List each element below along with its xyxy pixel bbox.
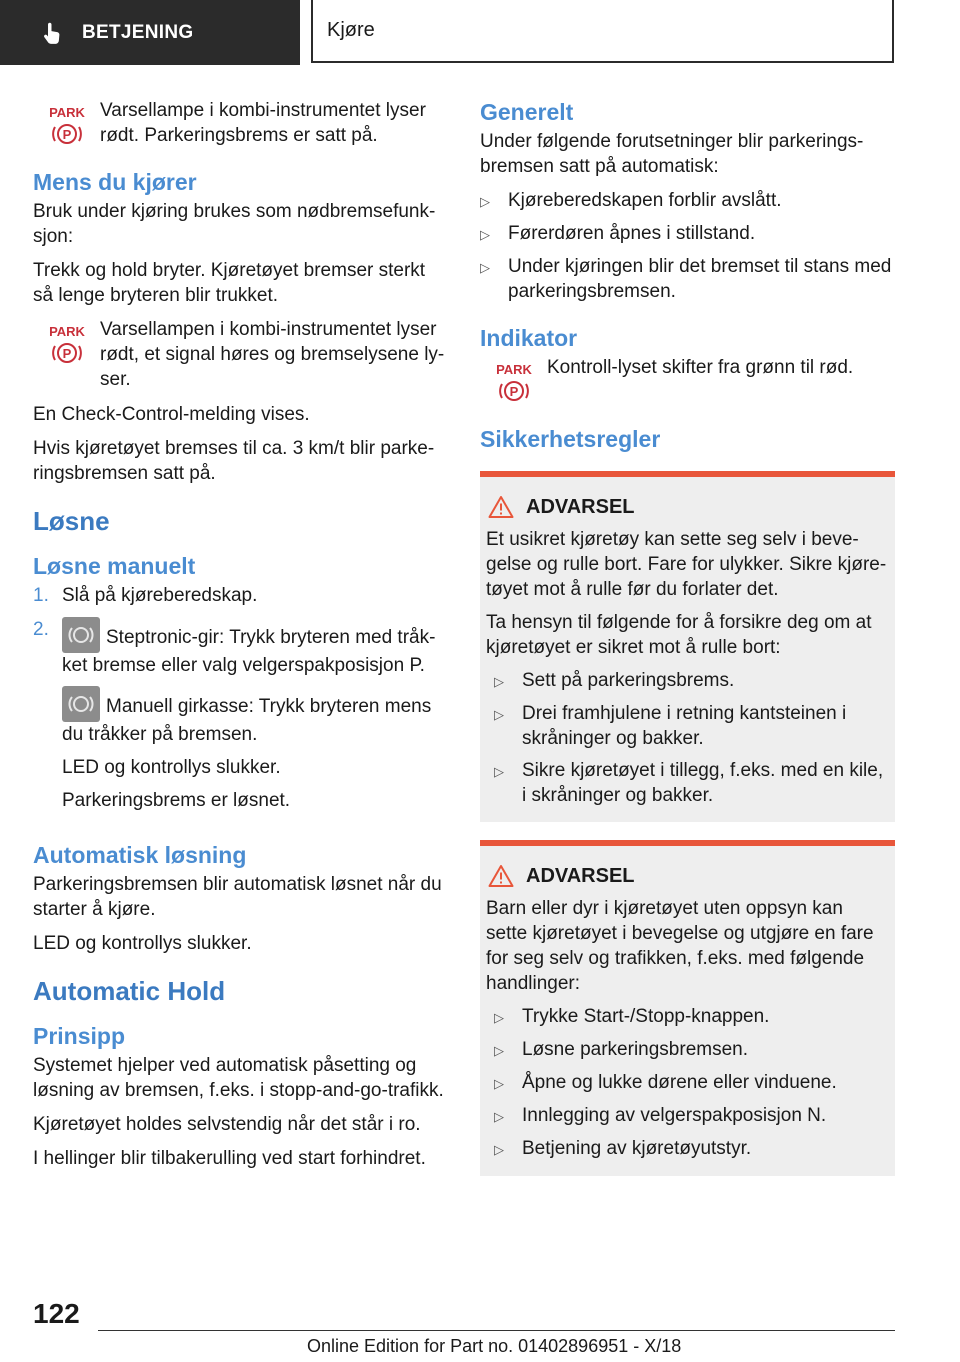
list-item: ▷ Drei framhjulene i retning kantsteinen i skråninger og bakker. [494,703,847,749]
warning-box [480,840,895,1176]
chapter-title: Kjøre [327,19,375,41]
park-indicator-text: Varsellampe i kombi-instrumentet lyser rødt. Parkeringsbrems er satt på. [100,100,426,146]
list-item: ▷ Kjøreberedskapen forblir avslått. [480,188,895,214]
section-tab [0,0,300,65]
bullet-triangle-icon: ▷ [494,1109,504,1124]
step-text: Steptronic-gir: Trykk bryteren med tråk-ket bremse eller valg velgerspakposisjon P. [62,627,436,676]
driving-heading: Mens du kjører [33,169,197,195]
bullet-triangle-icon: ▷ [480,260,490,275]
svg-text:P: P [62,127,71,142]
principle-heading: Prinsipp [33,1023,126,1049]
indicator-text: Kontroll-lyset skifter fra grønn til rød. [547,357,854,378]
bullet-triangle-icon: ▷ [494,707,504,722]
bullet-triangle-icon: ▷ [494,764,504,779]
page-number: 122 [33,1298,80,1329]
general-paragraph: Under følgende forutsetninger blir parkerings-bremsen satt på automatisk: [480,131,864,177]
park-indicator-note [33,98,448,148]
hand-pointer-icon [40,20,66,46]
warning-title: ADVARSEL [526,495,635,518]
warning-list [494,1004,889,1162]
auto-release-heading: Automatisk løsning [33,842,247,868]
parking-brake-switch-icon [62,686,100,722]
principle-paragraph: I hellinger blir tilbakerulling ved start forhindret. [33,1148,426,1169]
list-item: ▷ Under kjøringen blir det bremset til stans med parkeringsbremsen. [480,256,892,302]
driving-paragraph: Bruk under kjøring brukes som nødbremsefunk-sjon: [33,201,436,247]
step-paragraph: LED og kontrollys slukker. [62,757,281,778]
safety-heading: Sikkerhetsregler [480,426,661,452]
footer-divider [98,1330,895,1331]
bullet-triangle-icon: ▷ [494,1076,504,1091]
general-heading: Generelt [480,99,574,125]
indicator-heading: Indikator [480,325,578,351]
park-brake-icon [494,361,534,405]
step-paragraph: Parkeringsbrems er løsnet. [62,790,291,811]
park-indicator-text: Varsellampen i kombi-instrumentet lyser rødt, et signal høres og bremselysene ly-ser. [100,319,445,390]
park-brake-icon [47,104,87,148]
driving-paragraph: En Check-Control-melding vises. [33,404,310,425]
step-paragraph [62,617,448,678]
svg-text:P: P [62,346,71,361]
list-item [33,617,448,821]
release-steps [33,583,448,821]
step-text: Manuell girkasse: Trykk bryteren mens du tråkker på bremsen. [62,696,432,745]
general-list [480,188,895,304]
warning-paragraph: Barn eller dyr i kjøretøyet uten oppsyn kan sette kjøretøyet i bevegelse og utgjøre en fare for seg selv og trafikken, f.eks. med følgende handlinger: [486,898,874,994]
automatic-hold-heading: Automatic Hold [33,976,226,1006]
step-paragraph [62,686,448,747]
principle-paragraph: Systemet hjelper ved automatisk påsetting og løsning av bremsen, f.eks. i stopp-and-go-trafikk. [33,1055,444,1101]
svg-text:P: P [509,384,518,399]
list-item: ▷ Betjening av kjøretøyutstyr. [494,1136,889,1162]
auto-release-paragraph: Parkeringsbremsen blir automatisk løsnet når du starter å kjøre. [33,874,442,920]
list-item: ▷ Åpne og lukke dørene eller vinduene. [494,1070,889,1096]
left-column [33,98,448,1180]
step-text: Slå på kjøreberedskap. [62,585,258,606]
list-item: ▷ Sett på parkeringsbrems. [494,668,889,694]
manual-release-heading: Løsne manuelt [33,553,196,579]
bullet-triangle-icon: ▷ [494,1043,504,1058]
release-heading: Løsne [33,506,110,536]
chapter-tab [311,0,894,63]
warning-list [494,668,889,808]
park-brake-icon [47,323,87,367]
parking-brake-switch-icon [62,617,100,653]
warning-title: ADVARSEL [526,864,635,887]
list-item: ▷ Sikre kjøretøyet i tillegg, f.eks. med en kile, i skråninger og bakker. [494,760,884,806]
list-item: ▷ Innlegging av velgerspakposisjon N. [494,1103,889,1129]
list-item [33,583,448,608]
principle-paragraph: Kjøretøyet holdes selvstendig når det står i ro. [33,1114,421,1135]
list-item: ▷ Trykke Start-/Stopp-knappen. [494,1004,889,1030]
warning-paragraph: Et usikret kjøretøy kan sette seg selv i beve-gelse og rulle bort. Fare for ulykker. Sikre kjøre-tøyet mot å rulle før du forlater det. [486,529,887,600]
section-title: BETJENING [82,21,194,43]
bullet-triangle-icon: ▷ [494,1142,504,1157]
svg-text:PARK: PARK [48,324,85,339]
driving-paragraph: Trekk og hold bryter. Kjøretøyet bremser sterkt så lenge bryteren blir trukket. [33,260,426,306]
bullet-triangle-icon: ▷ [480,194,490,209]
park-indicator-note [33,317,448,392]
warning-triangle-icon [488,495,514,519]
warning-triangle-icon [488,864,514,888]
svg-text:PARK: PARK [48,105,85,120]
auto-release-paragraph: LED og kontrollys slukker. [33,933,252,954]
bullet-triangle-icon: ▷ [494,1010,504,1025]
driving-paragraph: Hvis kjøretøyet bremses til ca. 3 km/t blir parke-ringsbremsen satt på. [33,438,435,484]
list-item: ▷ Løsne parkeringsbremsen. [494,1037,889,1063]
svg-text:PARK: PARK [495,362,532,377]
warning-box [480,471,895,822]
bullet-triangle-icon: ▷ [480,227,490,242]
step-number: 1. [33,585,49,606]
list-item: ▷ Førerdøren åpnes i stillstand. [480,221,895,247]
warning-paragraph: Ta hensyn til følgende for å forsikre deg om at kjøretøyet er sikret mot å rulle bort: [486,612,872,658]
edition-note: Online Edition for Part no. 01402896951 - X/18 [307,1336,682,1356]
step-number: 2. [33,619,49,640]
right-column [480,98,895,1190]
park-indicator-note [480,355,895,405]
bullet-triangle-icon: ▷ [494,674,504,689]
